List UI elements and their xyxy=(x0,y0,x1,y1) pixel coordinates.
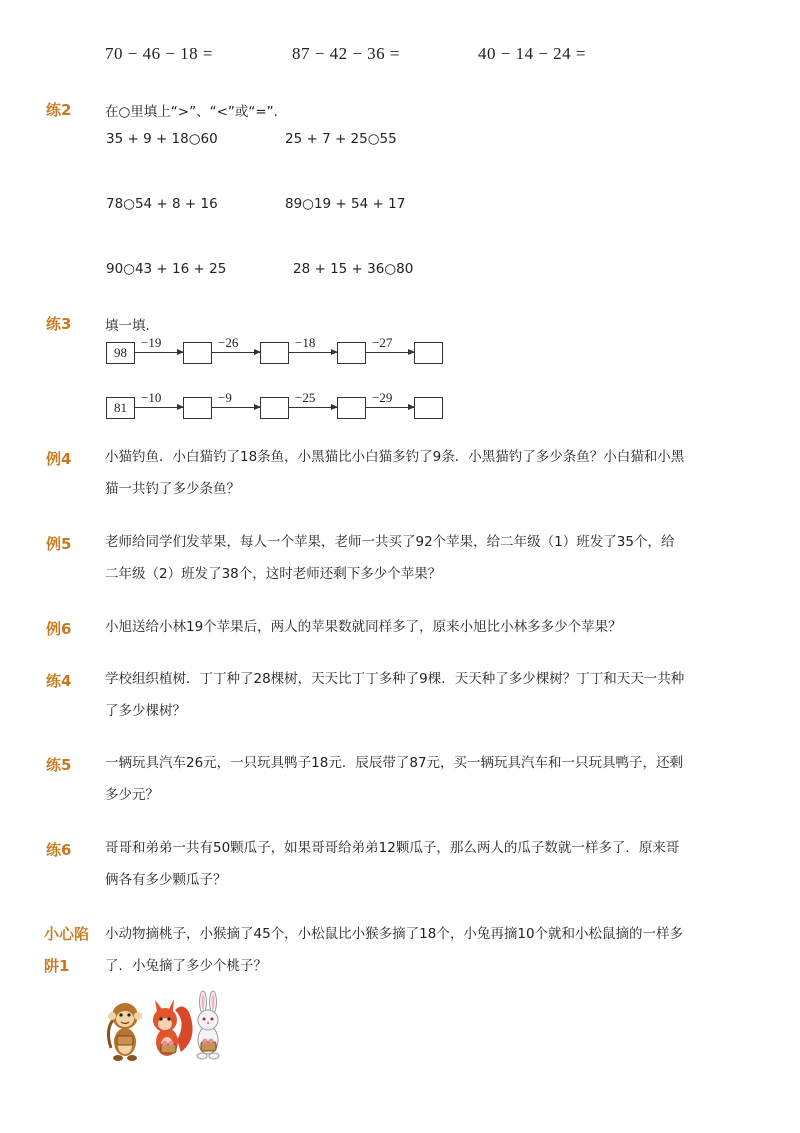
problem-line: 俩各有多少颗瓜子？ xyxy=(105,872,227,888)
arrow-icon xyxy=(134,407,183,408)
answer-box[interactable] xyxy=(414,342,443,364)
compare-item: 90○43 + 16 + 25 xyxy=(106,261,227,277)
lian3-instruction: 填一填. xyxy=(105,318,150,334)
problem-text-lian5 xyxy=(105,747,725,811)
operation-label: −26 xyxy=(218,335,239,350)
section-label-lian5: 练5 xyxy=(46,756,72,774)
problem-line: 小猫钓鱼．小白猫钓了18条鱼，小黑猫比小白猫多钓了9条．小黑猫钓了多少条鱼？小白猫和小黑 xyxy=(105,449,685,465)
operation-label: −25 xyxy=(295,390,316,405)
trap-label-line: 阱1 xyxy=(44,957,70,975)
section-label-li5: 例5 xyxy=(46,535,72,553)
operation-label: −29 xyxy=(372,390,393,405)
problem-text-lian4 xyxy=(105,663,725,727)
problem-line: 二年级（2）班发了38个，这时老师还剩下多少个苹果？ xyxy=(105,566,442,582)
problem-text-li6 xyxy=(105,611,725,643)
expression-1: 70 − 46 − 18 = xyxy=(105,44,214,63)
answer-box[interactable] xyxy=(337,397,366,419)
problem-line: 小旭送给小林19个苹果后，两人的苹果数就同样多了，原来小旭比小林多多少个苹果？ xyxy=(105,619,622,635)
section-label-li6: 例6 xyxy=(46,620,72,638)
section-label-lian2: 练2 xyxy=(46,101,72,119)
animals-illustration xyxy=(103,990,233,1065)
answer-box[interactable] xyxy=(260,342,289,364)
compare-item: 89○19 + 54 + 17 xyxy=(285,196,406,212)
arrow-icon xyxy=(211,352,260,353)
problem-line: 了．小兔摘了多少个桃子？ xyxy=(105,958,267,974)
arrow-icon xyxy=(288,407,337,408)
answer-box[interactable] xyxy=(183,342,212,364)
arrow-icon xyxy=(211,407,260,408)
problem-line: 一辆玩具汽车26元，一只玩具鸭子18元．辰辰带了87元，买一辆玩具汽车和一只玩具鸭子，还剩 xyxy=(105,755,684,771)
squirrel-icon xyxy=(153,999,193,1056)
expression-2: 87 − 42 − 36 = xyxy=(292,44,401,63)
answer-box[interactable] xyxy=(183,397,212,419)
answer-box[interactable] xyxy=(337,342,366,364)
section-label-lian4: 练4 xyxy=(46,672,72,690)
operation-label: −10 xyxy=(141,390,162,405)
compare-item: 28 + 15 + 36○80 xyxy=(293,261,414,277)
answer-box[interactable] xyxy=(260,397,289,419)
section-label-lian6: 练6 xyxy=(46,841,72,859)
problem-line: 小动物摘桃子，小猴摘了45个，小松鼠比小猴多摘了18个，小兔再摘10个就和小松鼠摘的一样多 xyxy=(105,926,684,942)
section-label-trap xyxy=(44,918,89,982)
arrow-icon xyxy=(365,407,414,408)
start-number-box: 81 xyxy=(106,397,135,419)
expression-3: 40 − 14 − 24 = xyxy=(478,44,587,63)
section-label-li4: 例4 xyxy=(46,450,72,468)
problem-line: 了多少棵树？ xyxy=(105,703,186,719)
problem-text-li5 xyxy=(105,526,725,590)
problem-text-trap xyxy=(105,918,725,982)
operation-label: −27 xyxy=(372,335,393,350)
arrow-icon xyxy=(288,352,337,353)
start-number-box: 98 xyxy=(106,342,135,364)
problem-text-lian6 xyxy=(105,832,725,896)
problem-line: 猫一共钓了多少条鱼？ xyxy=(105,481,240,497)
operation-label: −19 xyxy=(141,335,162,350)
operation-label: −9 xyxy=(218,390,232,405)
problem-text-li4 xyxy=(105,441,725,505)
problem-line: 多少元？ xyxy=(105,787,159,803)
monkey-icon xyxy=(108,1003,142,1061)
rabbit-icon xyxy=(197,991,219,1059)
trap-label-line: 小心陷 xyxy=(44,925,90,943)
section-label-lian3: 练3 xyxy=(46,315,72,333)
compare-item: 35 + 9 + 18○60 xyxy=(106,131,218,147)
answer-box[interactable] xyxy=(414,397,443,419)
problem-line: 哥哥和弟弟一共有50颗瓜子，如果哥哥给弟弟12颗瓜子，那么两人的瓜子数就一样多了．原来哥 xyxy=(105,840,680,856)
lian2-instruction: 在○里填上“>”、“<”或“=”. xyxy=(105,104,278,120)
problem-line: 学校组织植树．丁丁种了28棵树，天天比丁丁多种了9棵．天天种了多少棵树？丁丁和天天一共种 xyxy=(105,671,685,687)
problem-line: 老师给同学们发苹果，每人一个苹果，老师一共买了92个苹果，给二年级（1）班发了35个，给 xyxy=(105,534,675,550)
compare-item: 25 + 7 + 25○55 xyxy=(285,131,397,147)
arrow-icon xyxy=(365,352,414,353)
compare-item: 78○54 + 8 + 16 xyxy=(106,196,218,212)
operation-label: −18 xyxy=(295,335,316,350)
arrow-icon xyxy=(134,352,183,353)
